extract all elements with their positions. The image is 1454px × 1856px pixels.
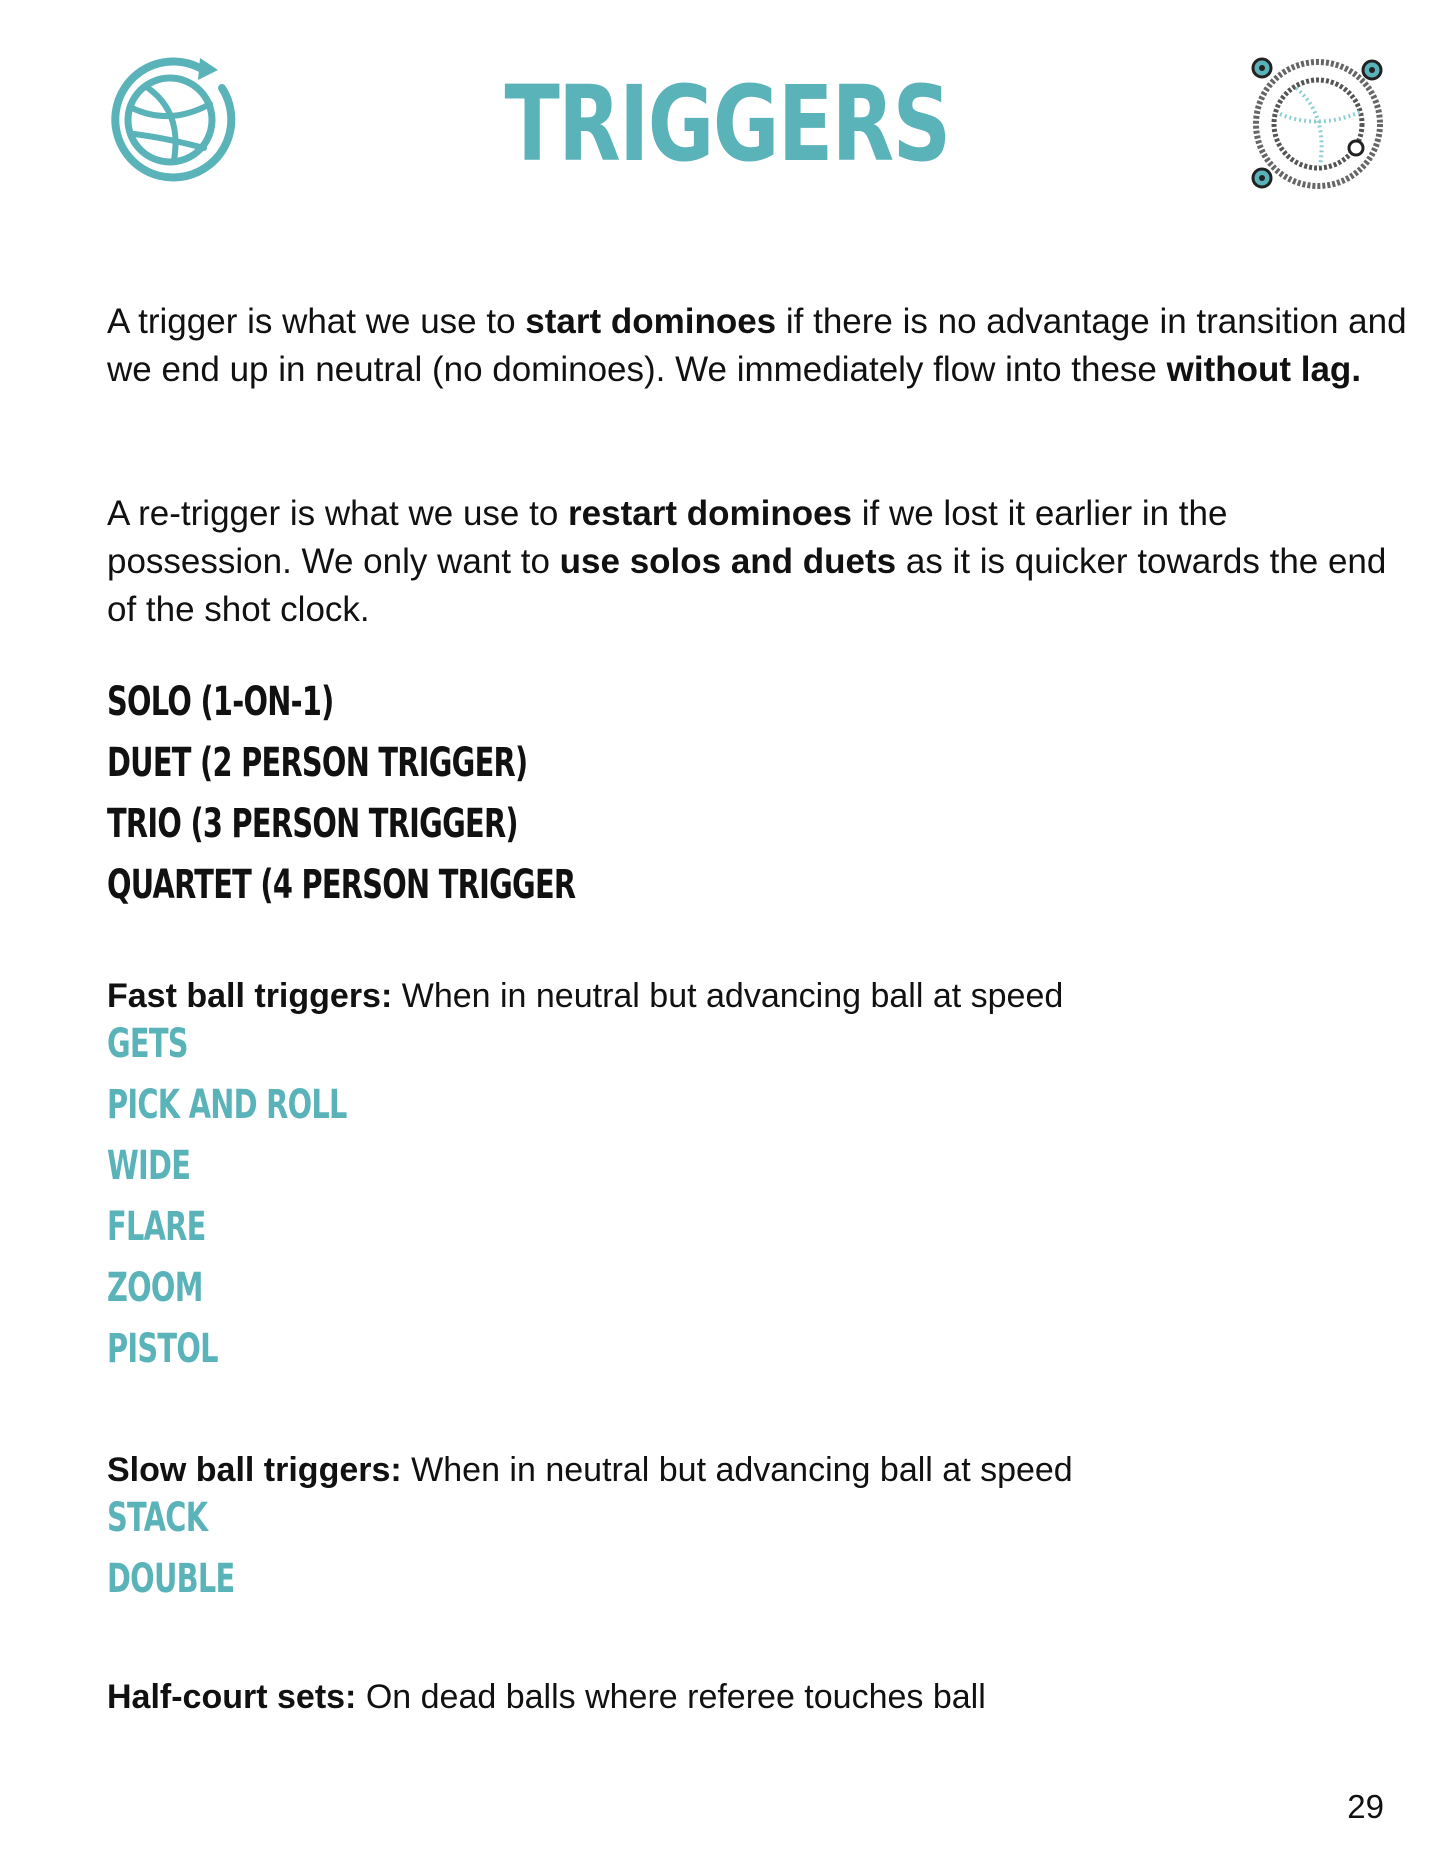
page-number: 29	[1347, 1788, 1384, 1825]
half-court-sets-label: Half-court sets: On dead balls where referee touches ball	[107, 1678, 986, 1716]
trigger-types-list	[107, 672, 758, 916]
fast-trigger-item: WIDE	[107, 1143, 191, 1189]
slow-trigger-item: DOUBLE	[107, 1556, 235, 1602]
trigger-type-trio: TRIO (3 PERSON TRIGGER)	[107, 801, 518, 847]
fast-trigger-item: PICK AND ROLL	[107, 1082, 347, 1128]
basketball-orbit-logo-icon	[1244, 52, 1388, 196]
slow-ball-triggers-list	[107, 1488, 284, 1610]
fast-ball-triggers-list	[107, 1014, 440, 1380]
trigger-type-quartet: QUARTET (4 PERSON TRIGGER	[107, 862, 576, 908]
fast-ball-triggers-label: Fast ball triggers: When in neutral but advancing ball at speed	[107, 977, 1064, 1015]
fast-trigger-item: PISTOL	[107, 1326, 218, 1372]
intro-paragraph-retrigger: A re-trigger is what we use to restart dominoes if we lost it earlier in the possession. We only want to use solos and duets as it is quicker towards the end of the shot clock.	[107, 494, 1387, 629]
fast-trigger-item: GETS	[107, 1021, 188, 1067]
slow-ball-triggers-label: Slow ball triggers: When in neutral but advancing ball at speed	[107, 1451, 1073, 1489]
fast-trigger-item: FLARE	[107, 1204, 206, 1250]
slow-trigger-item: STACK	[107, 1495, 208, 1541]
fast-trigger-item: ZOOM	[107, 1265, 203, 1311]
trigger-type-solo: SOLO (1-ON-1)	[107, 679, 334, 725]
page-title: TRIGGERS	[504, 63, 950, 185]
trigger-type-duet: DUET (2 PERSON TRIGGER)	[107, 740, 528, 786]
intro-paragraph-trigger: A trigger is what we use to start dominoes if there is no advantage in transition and we end up in neutral (no dominoes). We immediately flow into these without lag.	[107, 302, 1407, 389]
